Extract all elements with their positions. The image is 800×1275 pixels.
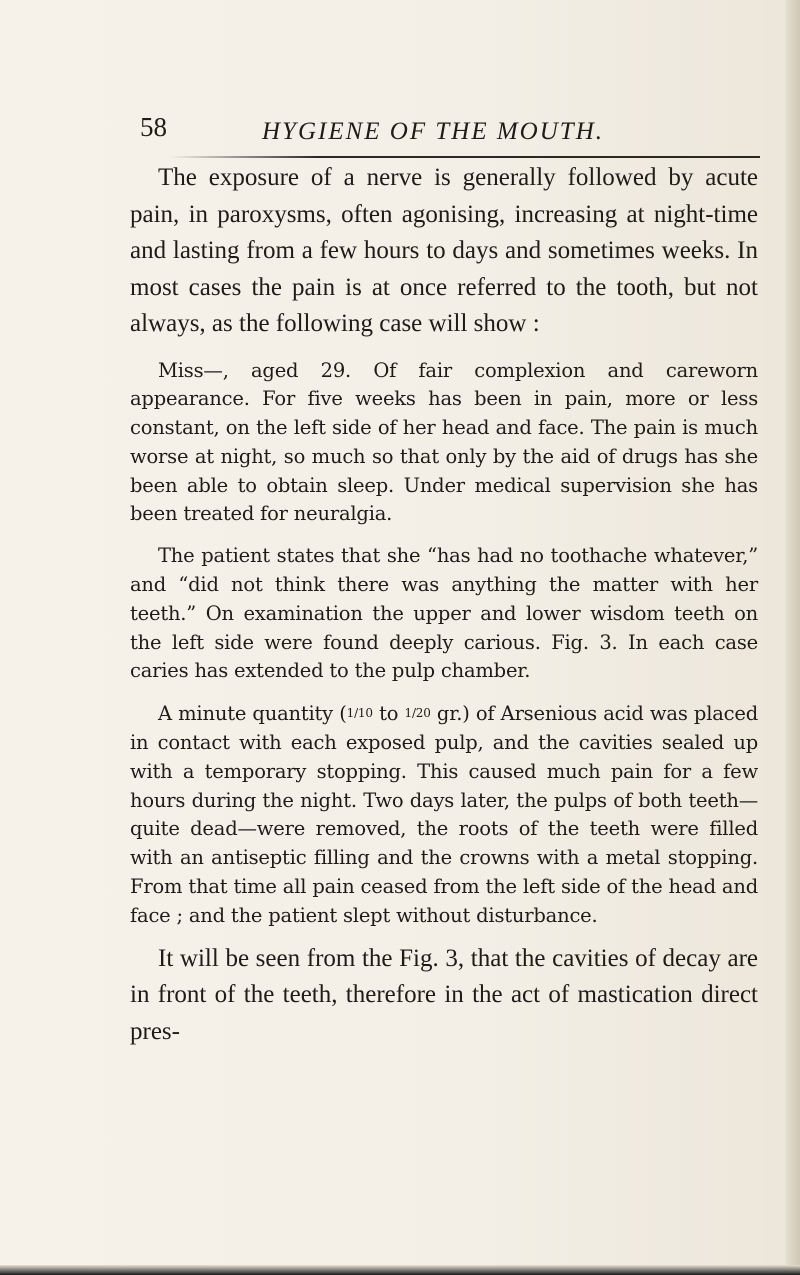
header-rule [170,156,760,158]
body-text [130,160,758,1050]
case-description-paragraph: Miss—, aged 29. Of fair complexion and careworn appearance. For five weeks has been in pain, more or less constant, on the left side of her head and face. The pain is much worse at night, so much so that only by the aid of drugs has she been able to obtain sleep. Under medical supervision she has been treated for neuralgia. [130,358,758,526]
page-header [140,112,760,162]
treatment-text-to: to [372,702,405,726]
page-bottom-edge [0,1265,800,1275]
page-number: 58 [140,112,167,142]
treatment-text-start: A minute quantity ( [158,702,347,726]
fraction-one-tenth: 1/10 [346,706,373,721]
paragraph-conclusion: It will be seen from the Fig. 3, that the cavities of decay are in front of the teeth, therefore in the act of mastication direct pres- [130,944,758,1045]
page-right-edge [786,0,800,1275]
fraction-one-twentieth: 1/20 [404,706,431,721]
running-head: HYGIENE OF THE MOUTH. [262,118,604,145]
patient-statement-paragraph: The patient states that she “has had no toothache whatever,” and “did not think there was anything the matter with her teeth.” On examination the upper and lower wisdom teeth on the left side were found deeply carious. Fig. 3. In each case caries has extended to the pulp chamber. [130,544,758,683]
treatment-paragraph [130,699,758,930]
treatment-text-rest: gr.) of Arsenious acid was placed in contact with each exposed pulp, and the cavities sealed up with a temporary stopping. This caused much pain for a few hours during the night. Two days later, the pulps of both teeth—quite dead—were removed, the roots of the teeth were filled with an antiseptic filling and the crowns with a metal stopping. From that time all pain ceased from the left side of the head and face ; and the patient slept without disturbance. [130,702,758,927]
paragraph-intro: The exposure of a nerve is generally followed by acute pain, in paroxysms, often agonising, increasing at night-time and lasting from a few hours to days and sometimes weeks. In most cases the pain is at once referred to the tooth, but not always, as the following case will show : [130,164,758,337]
